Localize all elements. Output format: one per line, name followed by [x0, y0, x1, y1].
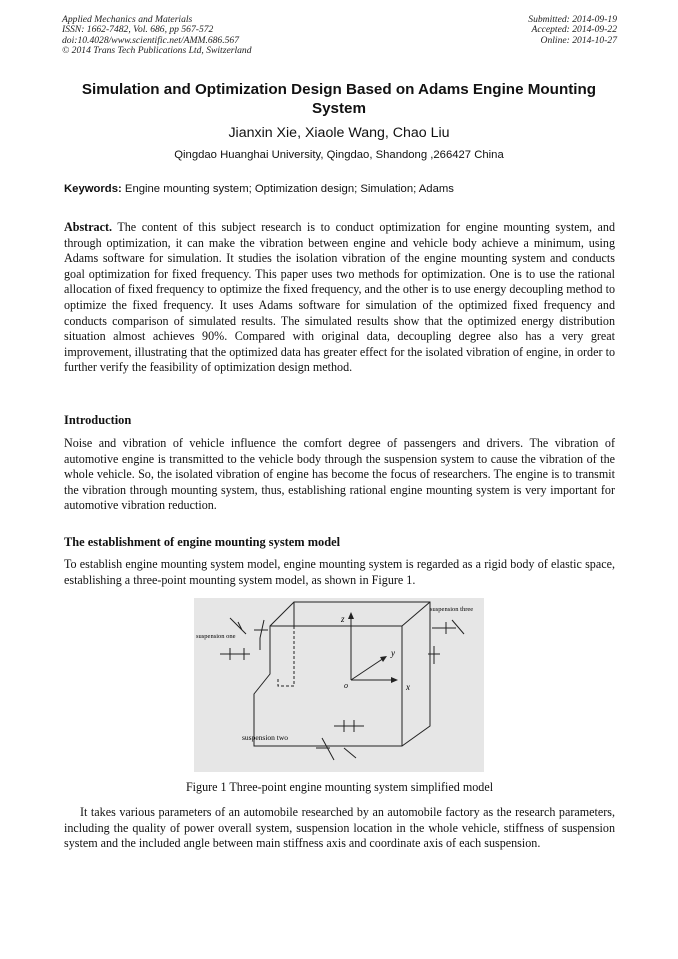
suspension-two-spring	[334, 720, 364, 732]
keywords-label: Keywords:	[64, 183, 122, 195]
intro-heading: Introduction	[64, 413, 132, 427]
suspension-one-damper	[220, 648, 250, 660]
intro-text: Noise and vibration of vehicle influence the comfort degree of passengers and drivers. The vibration of automotive engine is transmitted to the vehicle body through the suspension system to cause the vibration of the whole vehicle. So, the isolated vibration of engine has become the focus of researchers. The engine is to transmit the vibration through mounting system, thus, establishing rational engine mounting system is very important for automotive vibration reduction.	[64, 436, 615, 513]
label-suspension-two: suspension two	[242, 733, 289, 742]
keywords-text: Engine mounting system; Optimization design; Simulation; Adams	[124, 183, 454, 195]
keywords	[64, 183, 616, 195]
model-heading: The establishment of engine mounting system model	[64, 535, 341, 549]
y-axis	[351, 658, 384, 680]
hidden-edge	[278, 626, 294, 686]
axis-label-y: y	[391, 648, 395, 658]
doi-line[interactable]: doi:10.4028/www.scientific.net/AMM.686.567	[62, 34, 240, 46]
online-date: Online: 2014-10-27	[540, 34, 617, 46]
y-arrow-icon	[380, 656, 387, 662]
abstract-label: Abstract.	[64, 220, 113, 234]
issn-line: ISSN: 1662-7482, Vol. 686, pp 567-572	[62, 24, 214, 36]
figure-caption: Figure 1 Three-point engine mounting system simplified model	[185, 780, 494, 794]
label-suspension-three: suspension three	[430, 606, 474, 613]
submitted-date: Submitted: 2014-09-19	[528, 14, 617, 25]
paper-title: Simulation and Optimization Design Based on Adams Engine Mounting System	[81, 81, 597, 117]
mounting-system-diagram	[194, 598, 484, 772]
axis-label-z: z	[341, 614, 345, 624]
label-suspension-one: suspension one	[196, 633, 236, 640]
suspension-two-damper	[316, 738, 356, 760]
abstract-text: The content of this subject research is to conduct optimization for engine mounting system, and through optimization, it can make the vibration between engine and vehicle body achieve a minimum, using Adams software for simulation. It studies the isolation vibration of the engine mounting system and conducts goal optimization for fixed frequency. This paper uses two methods for optimization. One is to use the rational allocation of fixed frequency to optimize the fixed frequency, and the other is to use energy decoupling method to optimize the fixed frequency. It uses Adams software for simulation of the optimized fixed frequency and conducts comparison of simulated results. The simulated results show that the optimized energy distribution situation almost achieves 90%. Compared with original data, decoupling degree also has a very great improvement, illustrating that the optimized data has greater effect for the isolated vibration of engine, in order to further verify the feasibility of optimization design method.	[64, 220, 615, 375]
journal-name: Applied Mechanics and Materials	[62, 14, 193, 25]
paper-affiliation: Qingdao Huanghai University, Qingdao, Shandong ,266427 China	[174, 149, 504, 161]
x-arrow-icon	[391, 677, 398, 683]
figure-1	[194, 598, 484, 772]
origin-label: o	[344, 681, 348, 690]
accepted-date: Accepted: 2014-09-22	[531, 24, 617, 36]
z-arrow-icon	[348, 612, 354, 619]
params-text: It takes various parameters of an automobile researched by an automobile factory as the research parameters, including the quality of power overall system, suspension location in the whole vehicle, stiffness of suspension system and the included angle between main stiffness axis and coordinate axis of each suspension.	[64, 805, 615, 851]
journal-info	[62, 15, 252, 57]
dates-info	[528, 15, 617, 46]
model-text: To establish engine mounting system model, engine mounting system is regarded as a rigid body of elastic space, establishing a three-point mounting system model, as shown in Figure 1.	[64, 557, 615, 587]
suspension-one-link	[230, 618, 246, 634]
paper-authors: Jianxin Xie, Xiaole Wang, Chao Liu	[228, 125, 450, 141]
suspension-one-spring	[254, 620, 268, 650]
axis-label-x: x	[406, 682, 410, 692]
suspension-three-spring	[432, 620, 464, 634]
copyright-line: © 2014 Trans Tech Publications Ltd, Switzerland	[62, 45, 252, 57]
abstract	[64, 220, 615, 376]
